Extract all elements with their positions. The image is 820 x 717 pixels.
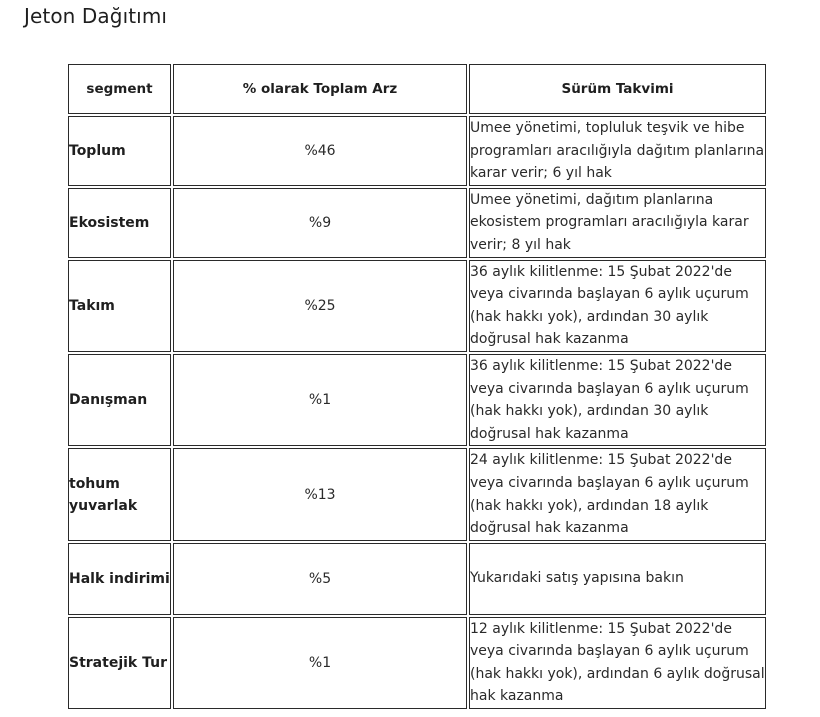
percent-cell: %25 [173,260,467,352]
table-row [68,354,766,446]
schedule-cell: 36 aylık kilitlenme: 15 Şubat 2022'de veya civarında başlayan 6 aylık uçurum (hak hakkı yok), ardından 30 aylık doğrusal hak kazanma [469,260,766,352]
schedule-cell: 24 aylık kilitlenme: 15 Şubat 2022'de veya civarında başlayan 6 aylık uçurum (hak hakkı yok), ardından 18 aylık doğrusal hak kazanma [469,448,766,540]
header-release-schedule: Sürüm Takvimi [469,64,766,114]
segment-cell: tohum yuvarlak [68,448,171,540]
table-row [68,116,766,186]
schedule-cell: Yukarıdaki satış yapısına bakın [469,543,766,615]
table-row [68,617,766,709]
header-total-supply: % olarak Toplam Arz [173,64,467,114]
page-title: Jeton Dağıtımı [24,4,168,28]
table-row [68,188,766,258]
percent-cell: %1 [173,617,467,709]
segment-cell: Ekosistem [68,188,171,258]
table-row [68,543,766,615]
percent-cell: %9 [173,188,467,258]
segment-cell: Halk indirimi [68,543,171,615]
token-distribution-table [66,62,768,711]
percent-cell: %5 [173,543,467,615]
percent-cell: %46 [173,116,467,186]
segment-cell: Toplum [68,116,171,186]
schedule-cell: Umee yönetimi, dağıtım planlarına ekosistem programları aracılığıyla karar verir; 8 yıl hak [469,188,766,258]
header-segment: segment [68,64,171,114]
table-row [68,448,766,540]
schedule-cell: 12 aylık kilitlenme: 15 Şubat 2022'de veya civarında başlayan 6 aylık uçurum (hak hakkı yok), ardından 6 aylık doğrusal hak kazanma [469,617,766,709]
segment-cell: Danışman [68,354,171,446]
table-header-row [68,64,766,114]
schedule-cell: Umee yönetimi, topluluk teşvik ve hibe programları aracılığıyla dağıtım planlarına karar verir; 6 yıl hak [469,116,766,186]
segment-cell: Stratejik Tur [68,617,171,709]
schedule-cell: 36 aylık kilitlenme: 15 Şubat 2022'de veya civarında başlayan 6 aylık uçurum (hak hakkı yok), ardından 30 aylık doğrusal hak kazanma [469,354,766,446]
percent-cell: %1 [173,354,467,446]
segment-cell: Takım [68,260,171,352]
table-row [68,260,766,352]
percent-cell: %13 [173,448,467,540]
